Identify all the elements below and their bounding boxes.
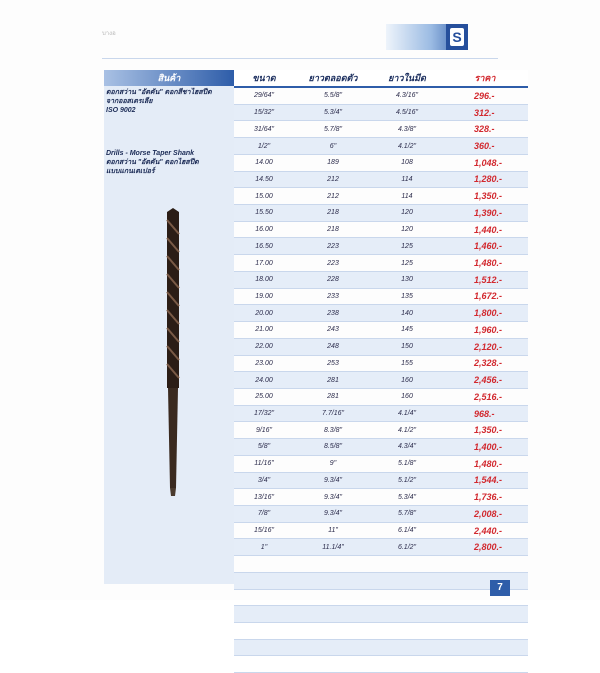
- price-cell: 1,350.-: [442, 422, 528, 439]
- flute-length-cell: 125: [372, 255, 442, 272]
- product-header: สินค้า: [104, 70, 234, 86]
- price-cell: 2,008.-: [442, 505, 528, 522]
- size-cell: 14.50: [234, 171, 294, 188]
- overall-length-cell: [294, 606, 372, 623]
- overall-length-cell: 189: [294, 154, 372, 171]
- size-cell: [234, 589, 294, 606]
- table-row: [234, 322, 528, 339]
- flute-length-cell: 140: [372, 305, 442, 322]
- overall-length-cell: 6": [294, 138, 372, 155]
- table-row: [234, 539, 528, 556]
- table-row: [234, 489, 528, 506]
- price-cell: 1,672.-: [442, 288, 528, 305]
- table-row: [234, 556, 528, 573]
- flute-length-cell: 5.1/8": [372, 455, 442, 472]
- product-desc-morse-line3: แบบแกนเตเปอร์: [106, 168, 155, 175]
- price-cell: [442, 589, 528, 606]
- size-cell: 31/64": [234, 121, 294, 138]
- table-header-row: [234, 70, 528, 87]
- overall-length-cell: 223: [294, 238, 372, 255]
- table-body: [234, 87, 528, 673]
- flute-length-cell: [372, 639, 442, 656]
- size-cell: 9/16": [234, 422, 294, 439]
- table-row: [234, 138, 528, 155]
- product-desc-morse-line1: Drills - Morse Taper Shank: [106, 150, 195, 157]
- price-cell: 2,328.-: [442, 355, 528, 372]
- flute-length-cell: [372, 589, 442, 606]
- size-cell: 15.00: [234, 188, 294, 205]
- size-cell: 15/32": [234, 104, 294, 121]
- overall-length-cell: 212: [294, 188, 372, 205]
- overall-length-cell: [294, 589, 372, 606]
- price-cell: 1,480.-: [442, 455, 528, 472]
- flute-length-cell: 160: [372, 372, 442, 389]
- flute-length-cell: 114: [372, 171, 442, 188]
- price-cell: [442, 606, 528, 623]
- overall-length-cell: 11.1/4": [294, 539, 372, 556]
- overall-length-cell: 11": [294, 522, 372, 539]
- size-cell: 17.00: [234, 255, 294, 272]
- header-rule: [102, 58, 498, 59]
- flute-length-cell: [372, 572, 442, 589]
- price-cell: [442, 556, 528, 573]
- size-cell: [234, 606, 294, 623]
- size-cell: 15/16": [234, 522, 294, 539]
- overall-length-cell: 281: [294, 388, 372, 405]
- overall-length-cell: 8.3/8": [294, 422, 372, 439]
- overall-length-cell: 233: [294, 288, 372, 305]
- table-row: [234, 405, 528, 422]
- overall-length-cell: 281: [294, 372, 372, 389]
- table-row: [234, 623, 528, 640]
- table-row: [234, 87, 528, 104]
- price-cell: [442, 639, 528, 656]
- flute-length-cell: 4.3/8": [372, 121, 442, 138]
- price-cell: [442, 623, 528, 640]
- size-cell: 20.00: [234, 305, 294, 322]
- flute-length-cell: 6.1/2": [372, 539, 442, 556]
- overall-length-cell: [294, 556, 372, 573]
- flute-length-cell: 4.5/16": [372, 104, 442, 121]
- flute-length-cell: 4.1/2": [372, 138, 442, 155]
- flute-length-cell: [372, 556, 442, 573]
- overall-length-cell: 5.7/8": [294, 121, 372, 138]
- price-cell: 296.-: [442, 87, 528, 104]
- table-row: [234, 388, 528, 405]
- size-cell: 19.00: [234, 288, 294, 305]
- price-cell: 2,120.-: [442, 338, 528, 355]
- price-cell: 2,456.-: [442, 372, 528, 389]
- flute-length-cell: 5.3/4": [372, 489, 442, 506]
- size-cell: 13/16": [234, 489, 294, 506]
- size-cell: [234, 623, 294, 640]
- product-desc-iso-line1: ดอกสว่าน "อัตคัน" ดอกสีชาไฮสปีด: [106, 89, 212, 96]
- table-row: [234, 121, 528, 138]
- table-row: [234, 422, 528, 439]
- price-cell: 1,512.-: [442, 271, 528, 288]
- size-cell: 3/4": [234, 472, 294, 489]
- overall-length-cell: [294, 639, 372, 656]
- overall-length-cell: 9.3/4": [294, 489, 372, 506]
- product-desc-morse-line2: ดอกสว่าน "อัตคัน" ดอกไฮสปีด: [106, 159, 199, 166]
- page-stamp: บางอ: [102, 31, 116, 37]
- table-row: [234, 606, 528, 623]
- table-row: [234, 455, 528, 472]
- size-cell: 14.00: [234, 154, 294, 171]
- size-cell: 29/64": [234, 87, 294, 104]
- flute-length-cell: 4.3/16": [372, 87, 442, 104]
- overall-length-cell: 248: [294, 338, 372, 355]
- table-row: [234, 472, 528, 489]
- logo-letter: S: [450, 28, 464, 46]
- flute-length-cell: 4.1/4": [372, 405, 442, 422]
- table-row: [234, 589, 528, 606]
- flute-length-cell: 120: [372, 221, 442, 238]
- size-cell: [234, 556, 294, 573]
- overall-length-cell: [294, 656, 372, 673]
- price-cell: 2,440.-: [442, 522, 528, 539]
- size-cell: [234, 656, 294, 673]
- flute-length-cell: 145: [372, 322, 442, 339]
- product-desc-iso-line3: ISO 9002: [106, 107, 136, 114]
- flute-length-cell: 6.1/4": [372, 522, 442, 539]
- size-cell: 1": [234, 539, 294, 556]
- flute-length-cell: 4.1/2": [372, 422, 442, 439]
- flute-length-cell: [372, 623, 442, 640]
- flute-length-cell: [372, 656, 442, 673]
- price-cell: 1,544.-: [442, 472, 528, 489]
- flute-length-cell: 5.1/2": [372, 472, 442, 489]
- table-row: [234, 338, 528, 355]
- product-desc-iso-line2: จากออสเตรเลีย: [106, 98, 153, 105]
- flute-length-cell: 150: [372, 338, 442, 355]
- table-row: [234, 355, 528, 372]
- size-cell: [234, 639, 294, 656]
- col-header-price: ราคา: [442, 70, 528, 87]
- price-cell: 2,516.-: [442, 388, 528, 405]
- overall-length-cell: 5.3/4": [294, 104, 372, 121]
- size-cell: 23.00: [234, 355, 294, 372]
- col-header-overall-length: ยาวตลอดตัว: [294, 70, 372, 87]
- price-cell: 968.-: [442, 405, 528, 422]
- size-cell: 15.50: [234, 205, 294, 222]
- size-cell: 16.00: [234, 221, 294, 238]
- price-cell: 1,960.-: [442, 322, 528, 339]
- overall-length-cell: 8.5/8": [294, 439, 372, 456]
- table-row: [234, 205, 528, 222]
- size-cell: 25.00: [234, 388, 294, 405]
- size-cell: [234, 572, 294, 589]
- flute-length-cell: 120: [372, 205, 442, 222]
- size-cell: 1/2": [234, 138, 294, 155]
- size-cell: 22.00: [234, 338, 294, 355]
- overall-length-cell: 253: [294, 355, 372, 372]
- page-number: 7: [490, 580, 510, 596]
- size-cell: 17/32": [234, 405, 294, 422]
- table-row: [234, 188, 528, 205]
- brand-logo: [446, 24, 468, 50]
- size-cell: 24.00: [234, 372, 294, 389]
- size-cell: 16.50: [234, 238, 294, 255]
- overall-length-cell: 218: [294, 221, 372, 238]
- overall-length-cell: 238: [294, 305, 372, 322]
- size-cell: 18.00: [234, 271, 294, 288]
- table-row: [234, 221, 528, 238]
- table-row: [234, 305, 528, 322]
- price-cell: 1,800.-: [442, 305, 528, 322]
- overall-length-cell: 223: [294, 255, 372, 272]
- table-row: [234, 104, 528, 121]
- price-cell: 1,480.-: [442, 255, 528, 272]
- table-row: [234, 522, 528, 539]
- flute-length-cell: 135: [372, 288, 442, 305]
- overall-length-cell: 9.3/4": [294, 505, 372, 522]
- flute-length-cell: 130: [372, 271, 442, 288]
- table-row: [234, 255, 528, 272]
- overall-length-cell: [294, 572, 372, 589]
- overall-length-cell: 9.3/4": [294, 472, 372, 489]
- flute-length-cell: 4.3/4": [372, 439, 442, 456]
- size-cell: 7/8": [234, 505, 294, 522]
- col-header-size: ขนาด: [234, 70, 294, 87]
- col-header-flute-length: ยาวในมีด: [372, 70, 442, 87]
- price-cell: 1,736.-: [442, 489, 528, 506]
- price-cell: 1,350.-: [442, 188, 528, 205]
- price-cell: [442, 656, 528, 673]
- flute-length-cell: 108: [372, 154, 442, 171]
- price-cell: 1,280.-: [442, 171, 528, 188]
- price-cell: 2,800.-: [442, 539, 528, 556]
- price-cell: 328.-: [442, 121, 528, 138]
- table-row: [234, 271, 528, 288]
- overall-length-cell: 5.5/8": [294, 87, 372, 104]
- price-cell: 1,390.-: [442, 205, 528, 222]
- overall-length-cell: 243: [294, 322, 372, 339]
- overall-length-cell: 212: [294, 171, 372, 188]
- table-row: [234, 372, 528, 389]
- table-row: [234, 238, 528, 255]
- overall-length-cell: 218: [294, 205, 372, 222]
- size-cell: 21.00: [234, 322, 294, 339]
- size-cell: 5/8": [234, 439, 294, 456]
- price-cell: 1,400.-: [442, 439, 528, 456]
- table-row: [234, 154, 528, 171]
- price-cell: 1,440.-: [442, 221, 528, 238]
- table-row: [234, 572, 528, 589]
- table-row: [234, 505, 528, 522]
- price-cell: 360.-: [442, 138, 528, 155]
- overall-length-cell: 228: [294, 271, 372, 288]
- drill-bit-image: [158, 208, 188, 498]
- price-cell: [442, 572, 528, 589]
- flute-length-cell: 125: [372, 238, 442, 255]
- price-cell: 312.-: [442, 104, 528, 121]
- flute-length-cell: 160: [372, 388, 442, 405]
- flute-length-cell: [372, 606, 442, 623]
- price-table: [234, 70, 528, 673]
- table-row: [234, 656, 528, 673]
- size-cell: 11/16": [234, 455, 294, 472]
- price-cell: 1,460.-: [442, 238, 528, 255]
- flute-length-cell: 155: [372, 355, 442, 372]
- flute-length-cell: 114: [372, 188, 442, 205]
- table-row: [234, 171, 528, 188]
- price-cell: 1,048.-: [442, 154, 528, 171]
- flute-length-cell: 5.7/8": [372, 505, 442, 522]
- overall-length-cell: 7.7/16": [294, 405, 372, 422]
- table-row: [234, 288, 528, 305]
- overall-length-cell: [294, 623, 372, 640]
- table-row: [234, 639, 528, 656]
- table-row: [234, 439, 528, 456]
- overall-length-cell: 9": [294, 455, 372, 472]
